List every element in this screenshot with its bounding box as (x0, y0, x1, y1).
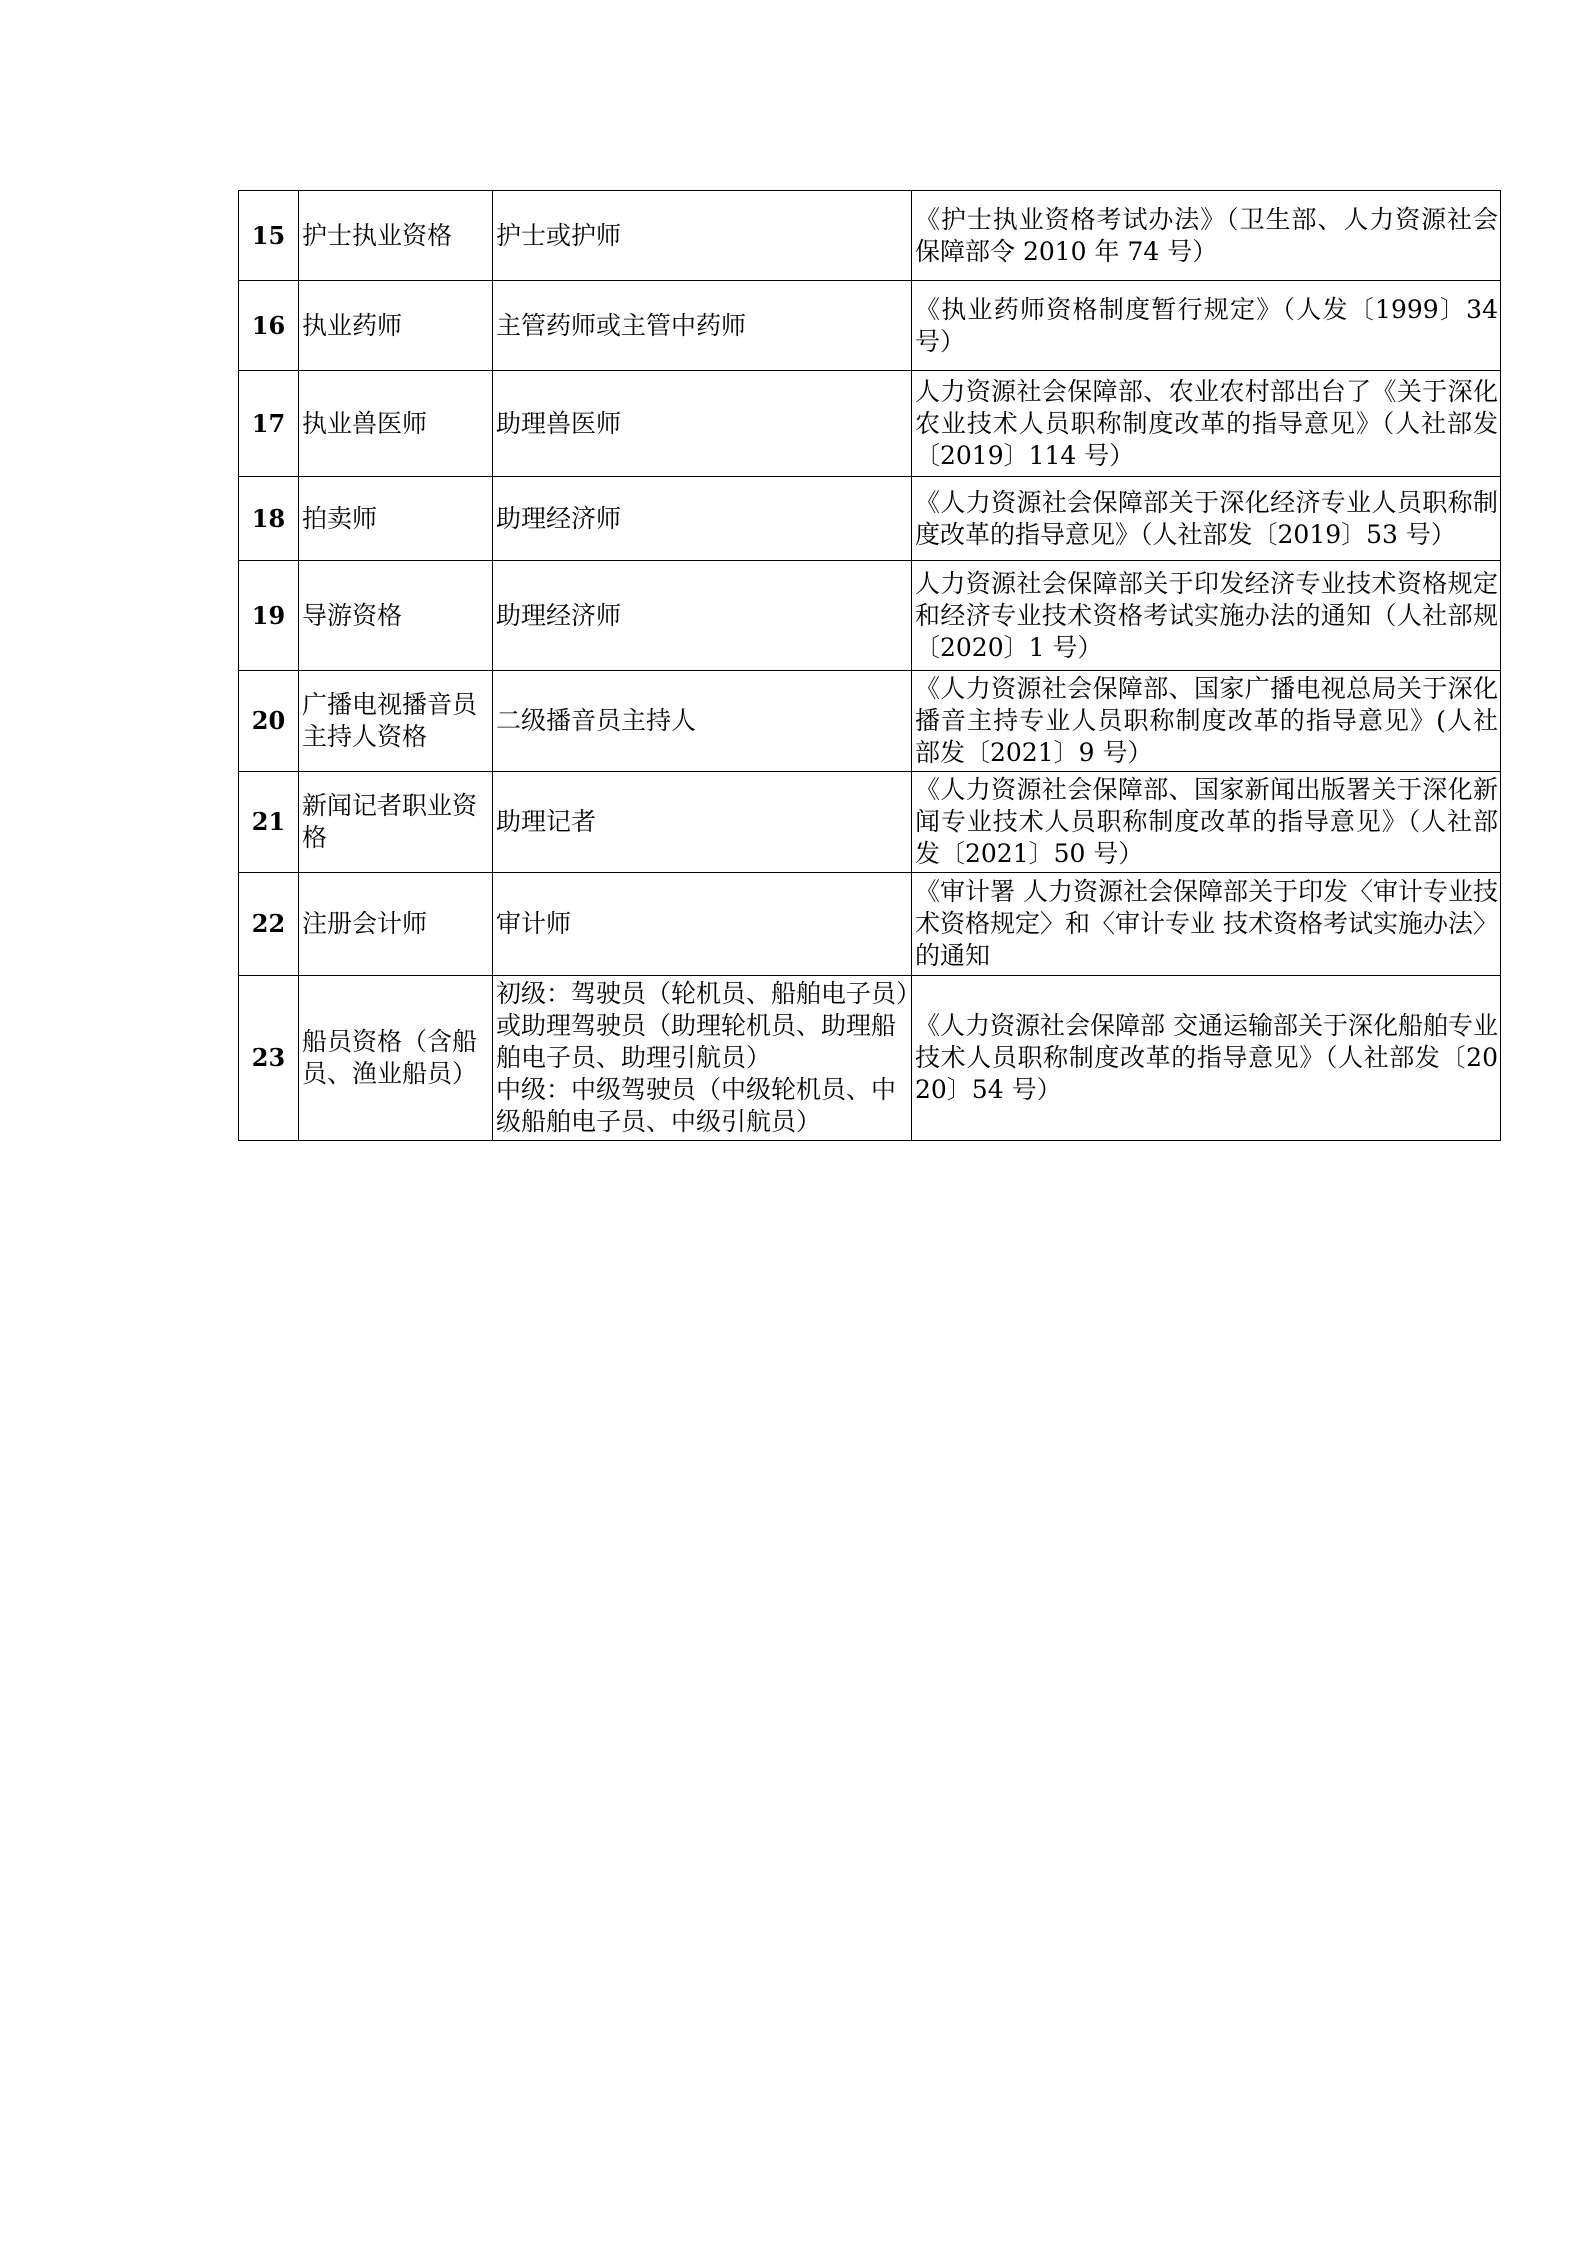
table-row (239, 477, 1501, 561)
table-row (239, 191, 1501, 281)
title-level: 护士或护师 (493, 191, 912, 281)
title-level (493, 976, 912, 1141)
policy-basis: 人力资源社会保障部、农业农村部出台了《关于深化农业技术人员职称制度改革的指导意见》（人社部发〔2019〕114 号） (912, 371, 1501, 477)
policy-basis: 《人力资源社会保障部、国家广播电视总局关于深化播音主持专业人员职称制度改革的指导意见》(人社部发〔2021〕9 号） (912, 671, 1501, 772)
title-level: 助理记者 (493, 772, 912, 873)
title-level: 助理经济师 (493, 561, 912, 671)
policy-basis: 《人力资源社会保障部、国家新闻出版署关于深化新闻专业技术人员职称制度改革的指导意见》（人社部发〔2021〕50 号） (912, 772, 1501, 873)
qualification-name: 执业兽医师 (299, 371, 493, 477)
title-level: 助理兽医师 (493, 371, 912, 477)
title-level: 审计师 (493, 873, 912, 976)
qualification-name: 广播电视播音员主持人资格 (299, 671, 493, 772)
title-level: 主管药师或主管中药师 (493, 281, 912, 371)
table-row (239, 281, 1501, 371)
qualification-name: 护士执业资格 (299, 191, 493, 281)
policy-basis: 《人力资源社会保障部关于深化经济专业人员职称制度改革的指导意见》（人社部发〔2019〕53 号） (912, 477, 1501, 561)
row-number: 18 (239, 477, 299, 561)
row-number: 22 (239, 873, 299, 976)
row-number: 20 (239, 671, 299, 772)
qualification-name: 执业药师 (299, 281, 493, 371)
title-level: 助理经济师 (493, 477, 912, 561)
row-number: 23 (239, 976, 299, 1141)
table-row (239, 561, 1501, 671)
title-level: 二级播音员主持人 (493, 671, 912, 772)
row-number: 15 (239, 191, 299, 281)
row-number: 21 (239, 772, 299, 873)
title-primary: 初级：驾驶员（轮机员、船舶电子员）或助理驾驶员（助理轮机员、助理船舶电子员、助理引航员） (496, 979, 909, 1072)
qualification-name: 新闻记者职业资格 (299, 772, 493, 873)
table-row (239, 371, 1501, 477)
qualification-table (238, 190, 1501, 1141)
table-row (239, 976, 1501, 1141)
qualification-name: 注册会计师 (299, 873, 493, 976)
policy-basis: 《护士执业资格考试办法》（卫生部、人力资源社会保障部令 2010 年 74 号） (912, 191, 1501, 281)
policy-basis: 《审计署 人力资源社会保障部关于印发〈审计专业技术资格规定〉和〈审计专业 技术资格考试实施办法〉的通知 (912, 873, 1501, 976)
qualification-name: 拍卖师 (299, 477, 493, 561)
qualification-name: 船员资格（含船员、渔业船员） (299, 976, 493, 1141)
policy-basis: 《执业药师资格制度暂行规定》（人发〔1999〕34号） (912, 281, 1501, 371)
title-intermediate: 中级：中级驾驶员（中级轮机员、中级船舶电子员、中级引航员） (496, 1075, 897, 1136)
policy-basis: 《人力资源社会保障部 交通运输部关于深化船舶专业技术人员职称制度改革的指导意见》（人社部发〔2020〕54 号） (912, 976, 1501, 1141)
table-row (239, 873, 1501, 976)
row-number: 17 (239, 371, 299, 477)
row-number: 16 (239, 281, 299, 371)
policy-basis: 人力资源社会保障部关于印发经济专业技术资格规定和经济专业技术资格考试实施办法的通知（人社部规〔2020〕1 号） (912, 561, 1501, 671)
table-row (239, 772, 1501, 873)
table-row (239, 671, 1501, 772)
qualification-name: 导游资格 (299, 561, 493, 671)
row-number: 19 (239, 561, 299, 671)
